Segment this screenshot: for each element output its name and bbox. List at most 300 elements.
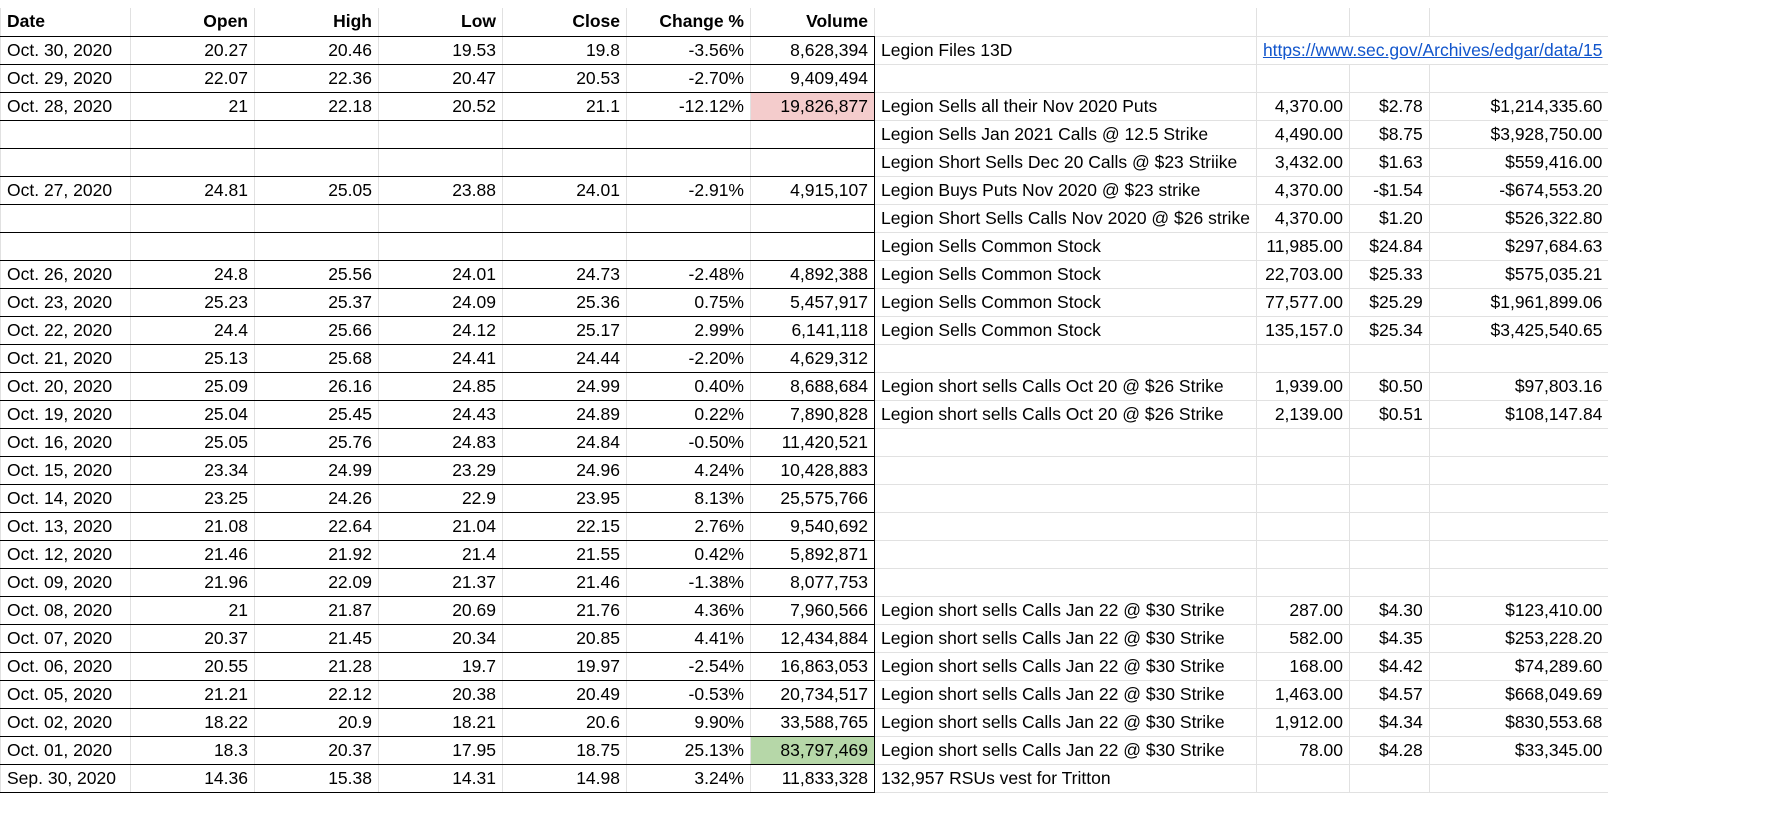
cell-volume[interactable]: 5,457,917 bbox=[751, 288, 875, 316]
cell-high[interactable]: 25.05 bbox=[255, 176, 379, 204]
cell-date[interactable] bbox=[1, 204, 131, 232]
cell-open[interactable]: 23.34 bbox=[131, 456, 255, 484]
cell-high[interactable]: 25.37 bbox=[255, 288, 379, 316]
cell-date[interactable]: Oct. 28, 2020 bbox=[1, 92, 131, 120]
cell-change[interactable]: -2.70% bbox=[627, 64, 751, 92]
cell-total[interactable] bbox=[1429, 512, 1608, 540]
cell-close[interactable]: 20.85 bbox=[503, 624, 627, 652]
cell-price[interactable]: $25.34 bbox=[1349, 316, 1429, 344]
cell-close[interactable]: 20.53 bbox=[503, 64, 627, 92]
cell-high[interactable]: 22.64 bbox=[255, 512, 379, 540]
cell-close[interactable]: 22.15 bbox=[503, 512, 627, 540]
cell-note[interactable]: Legion Files 13D bbox=[875, 36, 1257, 64]
cell-qty[interactable]: 135,157.0 bbox=[1256, 316, 1349, 344]
cell-total[interactable]: $108,147.84 bbox=[1429, 400, 1608, 428]
cell-volume[interactable]: 8,688,684 bbox=[751, 372, 875, 400]
cell-close[interactable]: 14.98 bbox=[503, 764, 627, 792]
cell-price[interactable]: $4.42 bbox=[1349, 652, 1429, 680]
cell-date[interactable]: Sep. 30, 2020 bbox=[1, 764, 131, 792]
cell-low[interactable]: 20.34 bbox=[379, 624, 503, 652]
cell-total[interactable]: $33,345.00 bbox=[1429, 736, 1608, 764]
cell-total[interactable] bbox=[1429, 568, 1608, 596]
cell-qty[interactable]: 4,370.00 bbox=[1256, 176, 1349, 204]
cell-price[interactable] bbox=[1349, 344, 1429, 372]
cell-date[interactable]: Oct. 20, 2020 bbox=[1, 372, 131, 400]
cell-qty[interactable]: 4,370.00 bbox=[1256, 92, 1349, 120]
cell-volume[interactable] bbox=[751, 204, 875, 232]
cell-date[interactable]: Oct. 14, 2020 bbox=[1, 484, 131, 512]
cell-close[interactable]: 24.01 bbox=[503, 176, 627, 204]
cell-date[interactable]: Oct. 13, 2020 bbox=[1, 512, 131, 540]
cell-link[interactable] bbox=[1256, 36, 1608, 64]
cell-total[interactable]: $575,035.21 bbox=[1429, 260, 1608, 288]
cell-change[interactable]: -2.48% bbox=[627, 260, 751, 288]
cell-low[interactable]: 24.85 bbox=[379, 372, 503, 400]
cell-qty[interactable]: 1,912.00 bbox=[1256, 708, 1349, 736]
cell-close[interactable]: 19.8 bbox=[503, 36, 627, 64]
cell-total[interactable] bbox=[1429, 456, 1608, 484]
cell-qty[interactable]: 3,432.00 bbox=[1256, 148, 1349, 176]
cell-close[interactable]: 24.44 bbox=[503, 344, 627, 372]
cell-price[interactable]: $4.34 bbox=[1349, 708, 1429, 736]
cell-price[interactable]: $1.20 bbox=[1349, 204, 1429, 232]
cell-date[interactable]: Oct. 02, 2020 bbox=[1, 708, 131, 736]
cell-change[interactable]: 0.40% bbox=[627, 372, 751, 400]
cell-total[interactable]: $559,416.00 bbox=[1429, 148, 1608, 176]
cell-volume[interactable]: 4,629,312 bbox=[751, 344, 875, 372]
cell-price[interactable]: $25.29 bbox=[1349, 288, 1429, 316]
cell-change[interactable]: -0.50% bbox=[627, 428, 751, 456]
cell-total[interactable]: $1,961,899.06 bbox=[1429, 288, 1608, 316]
cell-date[interactable]: Oct. 30, 2020 bbox=[1, 36, 131, 64]
cell-total[interactable] bbox=[1429, 428, 1608, 456]
cell-qty[interactable]: 22,703.00 bbox=[1256, 260, 1349, 288]
cell-note[interactable] bbox=[875, 456, 1257, 484]
cell-change[interactable] bbox=[627, 204, 751, 232]
cell-change[interactable]: -1.38% bbox=[627, 568, 751, 596]
cell-note[interactable]: Legion Short Sells Calls Nov 2020 @ $26 strike bbox=[875, 204, 1257, 232]
cell-change[interactable]: 4.41% bbox=[627, 624, 751, 652]
cell-volume[interactable] bbox=[751, 120, 875, 148]
cell-date[interactable] bbox=[1, 120, 131, 148]
cell-change[interactable] bbox=[627, 232, 751, 260]
cell-low[interactable]: 23.29 bbox=[379, 456, 503, 484]
col-header-change[interactable]: Change % bbox=[627, 8, 751, 36]
cell-high[interactable]: 25.45 bbox=[255, 400, 379, 428]
cell-close[interactable]: 21.1 bbox=[503, 92, 627, 120]
cell-volume[interactable]: 10,428,883 bbox=[751, 456, 875, 484]
cell-qty[interactable]: 11,985.00 bbox=[1256, 232, 1349, 260]
cell-open[interactable]: 24.4 bbox=[131, 316, 255, 344]
cell-open[interactable]: 21.08 bbox=[131, 512, 255, 540]
cell-total[interactable]: $253,228.20 bbox=[1429, 624, 1608, 652]
cell-volume[interactable]: 6,141,118 bbox=[751, 316, 875, 344]
cell-date[interactable]: Oct. 06, 2020 bbox=[1, 652, 131, 680]
cell-price[interactable]: $4.28 bbox=[1349, 736, 1429, 764]
col-header-empty[interactable] bbox=[1429, 8, 1608, 36]
cell-total[interactable] bbox=[1429, 64, 1608, 92]
cell-change[interactable]: -2.54% bbox=[627, 652, 751, 680]
cell-change[interactable]: 0.22% bbox=[627, 400, 751, 428]
cell-note[interactable]: Legion Sells Common Stock bbox=[875, 260, 1257, 288]
cell-change[interactable] bbox=[627, 148, 751, 176]
cell-note[interactable]: Legion short sells Calls Jan 22 @ $30 Strike bbox=[875, 680, 1257, 708]
cell-low[interactable]: 24.01 bbox=[379, 260, 503, 288]
cell-high[interactable]: 25.66 bbox=[255, 316, 379, 344]
cell-close[interactable] bbox=[503, 148, 627, 176]
cell-note[interactable]: Legion short sells Calls Jan 22 @ $30 Strike bbox=[875, 652, 1257, 680]
cell-change[interactable]: -0.53% bbox=[627, 680, 751, 708]
cell-price[interactable] bbox=[1349, 456, 1429, 484]
cell-total[interactable]: $668,049.69 bbox=[1429, 680, 1608, 708]
cell-change[interactable]: 9.90% bbox=[627, 708, 751, 736]
cell-note[interactable] bbox=[875, 512, 1257, 540]
cell-qty[interactable]: 582.00 bbox=[1256, 624, 1349, 652]
cell-high[interactable]: 22.36 bbox=[255, 64, 379, 92]
cell-date[interactable]: Oct. 19, 2020 bbox=[1, 400, 131, 428]
cell-volume[interactable] bbox=[751, 148, 875, 176]
cell-price[interactable] bbox=[1349, 568, 1429, 596]
cell-close[interactable]: 23.95 bbox=[503, 484, 627, 512]
cell-high[interactable]: 21.92 bbox=[255, 540, 379, 568]
cell-price[interactable]: $8.75 bbox=[1349, 120, 1429, 148]
cell-date[interactable] bbox=[1, 232, 131, 260]
cell-price[interactable]: $25.33 bbox=[1349, 260, 1429, 288]
cell-date[interactable]: Oct. 01, 2020 bbox=[1, 736, 131, 764]
cell-date[interactable] bbox=[1, 148, 131, 176]
cell-high[interactable]: 20.37 bbox=[255, 736, 379, 764]
cell-qty[interactable] bbox=[1256, 568, 1349, 596]
cell-qty[interactable] bbox=[1256, 540, 1349, 568]
cell-qty[interactable] bbox=[1256, 484, 1349, 512]
cell-volume[interactable]: 11,420,521 bbox=[751, 428, 875, 456]
cell-low[interactable]: 24.12 bbox=[379, 316, 503, 344]
cell-date[interactable]: Oct. 09, 2020 bbox=[1, 568, 131, 596]
cell-open[interactable]: 25.09 bbox=[131, 372, 255, 400]
cell-change[interactable]: 0.42% bbox=[627, 540, 751, 568]
cell-close[interactable]: 24.84 bbox=[503, 428, 627, 456]
cell-close[interactable]: 19.97 bbox=[503, 652, 627, 680]
cell-price[interactable]: $0.50 bbox=[1349, 372, 1429, 400]
cell-change[interactable]: 4.24% bbox=[627, 456, 751, 484]
cell-change[interactable]: -3.56% bbox=[627, 36, 751, 64]
cell-price[interactable]: $4.30 bbox=[1349, 596, 1429, 624]
cell-note[interactable]: Legion Buys Puts Nov 2020 @ $23 strike bbox=[875, 176, 1257, 204]
cell-open[interactable]: 21 bbox=[131, 596, 255, 624]
cell-price[interactable]: $1.63 bbox=[1349, 148, 1429, 176]
cell-high[interactable]: 22.18 bbox=[255, 92, 379, 120]
cell-high[interactable]: 15.38 bbox=[255, 764, 379, 792]
cell-low[interactable]: 20.52 bbox=[379, 92, 503, 120]
cell-high[interactable]: 26.16 bbox=[255, 372, 379, 400]
cell-note[interactable]: Legion Sells Common Stock bbox=[875, 232, 1257, 260]
cell-total[interactable]: $123,410.00 bbox=[1429, 596, 1608, 624]
cell-low[interactable] bbox=[379, 148, 503, 176]
cell-date[interactable]: Oct. 12, 2020 bbox=[1, 540, 131, 568]
cell-volume[interactable]: 11,833,328 bbox=[751, 764, 875, 792]
cell-low[interactable]: 20.47 bbox=[379, 64, 503, 92]
cell-note[interactable]: Legion short sells Calls Jan 22 @ $30 Strike bbox=[875, 596, 1257, 624]
cell-open[interactable]: 21.21 bbox=[131, 680, 255, 708]
cell-close[interactable] bbox=[503, 204, 627, 232]
cell-volume[interactable]: 4,892,388 bbox=[751, 260, 875, 288]
col-header-empty[interactable] bbox=[875, 8, 1257, 36]
cell-price[interactable] bbox=[1349, 764, 1429, 792]
cell-note[interactable]: Legion short sells Calls Jan 22 @ $30 Strike bbox=[875, 624, 1257, 652]
cell-open[interactable]: 24.81 bbox=[131, 176, 255, 204]
cell-volume[interactable]: 33,588,765 bbox=[751, 708, 875, 736]
cell-price[interactable] bbox=[1349, 428, 1429, 456]
cell-price[interactable] bbox=[1349, 64, 1429, 92]
cell-open[interactable]: 20.55 bbox=[131, 652, 255, 680]
cell-total[interactable]: $1,214,335.60 bbox=[1429, 92, 1608, 120]
cell-close[interactable]: 24.99 bbox=[503, 372, 627, 400]
cell-change[interactable]: 0.75% bbox=[627, 288, 751, 316]
cell-qty[interactable]: 77,577.00 bbox=[1256, 288, 1349, 316]
cell-open[interactable]: 21.46 bbox=[131, 540, 255, 568]
cell-note[interactable]: Legion short sells Calls Jan 22 @ $30 Strike bbox=[875, 736, 1257, 764]
cell-qty[interactable] bbox=[1256, 428, 1349, 456]
cell-low[interactable]: 18.21 bbox=[379, 708, 503, 736]
cell-close[interactable]: 24.89 bbox=[503, 400, 627, 428]
cell-date[interactable]: Oct. 16, 2020 bbox=[1, 428, 131, 456]
cell-close[interactable]: 21.76 bbox=[503, 596, 627, 624]
cell-high[interactable]: 25.76 bbox=[255, 428, 379, 456]
cell-price[interactable] bbox=[1349, 540, 1429, 568]
cell-change[interactable] bbox=[627, 120, 751, 148]
cell-close[interactable] bbox=[503, 232, 627, 260]
cell-open[interactable]: 20.37 bbox=[131, 624, 255, 652]
cell-qty[interactable]: 168.00 bbox=[1256, 652, 1349, 680]
cell-volume[interactable]: 16,863,053 bbox=[751, 652, 875, 680]
cell-change[interactable]: -12.12% bbox=[627, 92, 751, 120]
cell-volume[interactable]: 8,628,394 bbox=[751, 36, 875, 64]
cell-note[interactable] bbox=[875, 428, 1257, 456]
cell-total[interactable] bbox=[1429, 540, 1608, 568]
cell-close[interactable]: 20.49 bbox=[503, 680, 627, 708]
cell-open[interactable] bbox=[131, 204, 255, 232]
cell-open[interactable]: 21.96 bbox=[131, 568, 255, 596]
cell-note[interactable] bbox=[875, 484, 1257, 512]
cell-volume[interactable]: 19,826,877 bbox=[751, 92, 875, 120]
cell-open[interactable]: 21 bbox=[131, 92, 255, 120]
col-header-open[interactable]: Open bbox=[131, 8, 255, 36]
cell-note[interactable]: Legion short sells Calls Oct 20 @ $26 Strike bbox=[875, 400, 1257, 428]
cell-qty[interactable]: 4,490.00 bbox=[1256, 120, 1349, 148]
cell-change[interactable]: 25.13% bbox=[627, 736, 751, 764]
cell-volume[interactable]: 20,734,517 bbox=[751, 680, 875, 708]
cell-open[interactable]: 25.13 bbox=[131, 344, 255, 372]
cell-open[interactable]: 20.27 bbox=[131, 36, 255, 64]
cell-open[interactable]: 14.36 bbox=[131, 764, 255, 792]
cell-total[interactable] bbox=[1429, 484, 1608, 512]
cell-note[interactable]: Legion Sells Common Stock bbox=[875, 288, 1257, 316]
cell-low[interactable]: 19.7 bbox=[379, 652, 503, 680]
cell-total[interactable]: $3,928,750.00 bbox=[1429, 120, 1608, 148]
cell-date[interactable]: Oct. 07, 2020 bbox=[1, 624, 131, 652]
cell-low[interactable] bbox=[379, 232, 503, 260]
cell-total[interactable] bbox=[1429, 764, 1608, 792]
col-header-low[interactable]: Low bbox=[379, 8, 503, 36]
cell-low[interactable]: 24.09 bbox=[379, 288, 503, 316]
cell-note[interactable] bbox=[875, 64, 1257, 92]
cell-low[interactable]: 20.38 bbox=[379, 680, 503, 708]
cell-low[interactable]: 23.88 bbox=[379, 176, 503, 204]
cell-qty[interactable] bbox=[1256, 456, 1349, 484]
cell-total[interactable]: $74,289.60 bbox=[1429, 652, 1608, 680]
cell-total[interactable]: $3,425,540.65 bbox=[1429, 316, 1608, 344]
cell-total[interactable]: $526,322.80 bbox=[1429, 204, 1608, 232]
cell-volume[interactable]: 9,409,494 bbox=[751, 64, 875, 92]
cell-price[interactable]: $4.57 bbox=[1349, 680, 1429, 708]
cell-close[interactable]: 24.73 bbox=[503, 260, 627, 288]
cell-note[interactable]: Legion Sells all their Nov 2020 Puts bbox=[875, 92, 1257, 120]
cell-volume[interactable]: 8,077,753 bbox=[751, 568, 875, 596]
cell-date[interactable]: Oct. 23, 2020 bbox=[1, 288, 131, 316]
cell-high[interactable] bbox=[255, 148, 379, 176]
cell-low[interactable]: 24.41 bbox=[379, 344, 503, 372]
cell-low[interactable]: 20.69 bbox=[379, 596, 503, 624]
cell-date[interactable]: Oct. 29, 2020 bbox=[1, 64, 131, 92]
cell-change[interactable]: 8.13% bbox=[627, 484, 751, 512]
cell-open[interactable]: 25.04 bbox=[131, 400, 255, 428]
cell-low[interactable]: 17.95 bbox=[379, 736, 503, 764]
cell-price[interactable]: $0.51 bbox=[1349, 400, 1429, 428]
cell-high[interactable]: 21.87 bbox=[255, 596, 379, 624]
cell-qty[interactable] bbox=[1256, 764, 1349, 792]
cell-note[interactable] bbox=[875, 568, 1257, 596]
cell-volume[interactable]: 83,797,469 bbox=[751, 736, 875, 764]
cell-high[interactable] bbox=[255, 232, 379, 260]
cell-high[interactable]: 24.99 bbox=[255, 456, 379, 484]
cell-high[interactable]: 22.09 bbox=[255, 568, 379, 596]
cell-open[interactable] bbox=[131, 232, 255, 260]
cell-volume[interactable]: 4,915,107 bbox=[751, 176, 875, 204]
cell-change[interactable]: 2.99% bbox=[627, 316, 751, 344]
cell-qty[interactable] bbox=[1256, 512, 1349, 540]
col-header-volume[interactable]: Volume bbox=[751, 8, 875, 36]
cell-date[interactable]: Oct. 26, 2020 bbox=[1, 260, 131, 288]
cell-qty[interactable]: 78.00 bbox=[1256, 736, 1349, 764]
cell-date[interactable]: Oct. 22, 2020 bbox=[1, 316, 131, 344]
cell-volume[interactable]: 12,434,884 bbox=[751, 624, 875, 652]
cell-high[interactable]: 21.28 bbox=[255, 652, 379, 680]
cell-high[interactable]: 25.56 bbox=[255, 260, 379, 288]
cell-change[interactable]: 4.36% bbox=[627, 596, 751, 624]
cell-note[interactable]: Legion Sells Common Stock bbox=[875, 316, 1257, 344]
cell-total[interactable]: $830,553.68 bbox=[1429, 708, 1608, 736]
cell-note[interactable] bbox=[875, 540, 1257, 568]
cell-qty[interactable] bbox=[1256, 64, 1349, 92]
cell-qty[interactable]: 2,139.00 bbox=[1256, 400, 1349, 428]
cell-qty[interactable]: 4,370.00 bbox=[1256, 204, 1349, 232]
cell-open[interactable]: 18.22 bbox=[131, 708, 255, 736]
cell-qty[interactable] bbox=[1256, 344, 1349, 372]
cell-change[interactable]: -2.91% bbox=[627, 176, 751, 204]
cell-low[interactable]: 21.04 bbox=[379, 512, 503, 540]
cell-open[interactable]: 25.23 bbox=[131, 288, 255, 316]
cell-open[interactable]: 25.05 bbox=[131, 428, 255, 456]
cell-note[interactable] bbox=[875, 344, 1257, 372]
col-header-high[interactable]: High bbox=[255, 8, 379, 36]
cell-close[interactable]: 24.96 bbox=[503, 456, 627, 484]
cell-date[interactable]: Oct. 05, 2020 bbox=[1, 680, 131, 708]
cell-open[interactable]: 22.07 bbox=[131, 64, 255, 92]
cell-price[interactable]: -$1.54 bbox=[1349, 176, 1429, 204]
cell-volume[interactable] bbox=[751, 232, 875, 260]
cell-high[interactable]: 20.46 bbox=[255, 36, 379, 64]
cell-close[interactable]: 25.36 bbox=[503, 288, 627, 316]
cell-price[interactable] bbox=[1349, 484, 1429, 512]
cell-low[interactable]: 21.37 bbox=[379, 568, 503, 596]
cell-volume[interactable]: 25,575,766 bbox=[751, 484, 875, 512]
cell-low[interactable]: 21.4 bbox=[379, 540, 503, 568]
cell-close[interactable]: 18.75 bbox=[503, 736, 627, 764]
cell-volume[interactable]: 5,892,871 bbox=[751, 540, 875, 568]
cell-total[interactable] bbox=[1429, 344, 1608, 372]
cell-open[interactable]: 18.3 bbox=[131, 736, 255, 764]
cell-date[interactable]: Oct. 27, 2020 bbox=[1, 176, 131, 204]
cell-close[interactable] bbox=[503, 120, 627, 148]
cell-high[interactable]: 25.68 bbox=[255, 344, 379, 372]
cell-qty[interactable]: 287.00 bbox=[1256, 596, 1349, 624]
col-header-close[interactable]: Close bbox=[503, 8, 627, 36]
cell-date[interactable]: Oct. 21, 2020 bbox=[1, 344, 131, 372]
cell-note[interactable]: Legion Sells Jan 2021 Calls @ 12.5 Strike bbox=[875, 120, 1257, 148]
cell-low[interactable]: 22.9 bbox=[379, 484, 503, 512]
cell-low[interactable] bbox=[379, 204, 503, 232]
cell-qty[interactable]: 1,463.00 bbox=[1256, 680, 1349, 708]
cell-price[interactable]: $24.84 bbox=[1349, 232, 1429, 260]
cell-total[interactable]: $297,684.63 bbox=[1429, 232, 1608, 260]
cell-high[interactable]: 24.26 bbox=[255, 484, 379, 512]
cell-low[interactable] bbox=[379, 120, 503, 148]
cell-high[interactable] bbox=[255, 204, 379, 232]
sec-filing-link[interactable]: https://www.sec.gov/Archives/edgar/data/15 bbox=[1262, 39, 1603, 60]
cell-volume[interactable]: 7,960,566 bbox=[751, 596, 875, 624]
col-header-date[interactable]: Date bbox=[1, 8, 131, 36]
cell-low[interactable]: 24.83 bbox=[379, 428, 503, 456]
cell-low[interactable]: 14.31 bbox=[379, 764, 503, 792]
cell-close[interactable]: 25.17 bbox=[503, 316, 627, 344]
cell-open[interactable] bbox=[131, 148, 255, 176]
cell-change[interactable]: 3.24% bbox=[627, 764, 751, 792]
cell-high[interactable]: 22.12 bbox=[255, 680, 379, 708]
cell-note[interactable]: Legion short sells Calls Oct 20 @ $26 Strike bbox=[875, 372, 1257, 400]
cell-date[interactable]: Oct. 08, 2020 bbox=[1, 596, 131, 624]
cell-volume[interactable]: 7,890,828 bbox=[751, 400, 875, 428]
cell-change[interactable]: -2.20% bbox=[627, 344, 751, 372]
cell-close[interactable]: 21.46 bbox=[503, 568, 627, 596]
cell-note[interactable]: Legion short sells Calls Jan 22 @ $30 Strike bbox=[875, 708, 1257, 736]
cell-high[interactable]: 21.45 bbox=[255, 624, 379, 652]
cell-open[interactable]: 24.8 bbox=[131, 260, 255, 288]
cell-note[interactable]: 132,957 RSUs vest for Tritton bbox=[875, 764, 1257, 792]
col-header-empty[interactable] bbox=[1349, 8, 1429, 36]
cell-high[interactable] bbox=[255, 120, 379, 148]
cell-total[interactable]: $97,803.16 bbox=[1429, 372, 1608, 400]
cell-volume[interactable]: 9,540,692 bbox=[751, 512, 875, 540]
cell-price[interactable] bbox=[1349, 512, 1429, 540]
cell-date[interactable]: Oct. 15, 2020 bbox=[1, 456, 131, 484]
cell-change[interactable]: 2.76% bbox=[627, 512, 751, 540]
cell-price[interactable]: $4.35 bbox=[1349, 624, 1429, 652]
cell-qty[interactable]: 1,939.00 bbox=[1256, 372, 1349, 400]
cell-close[interactable]: 20.6 bbox=[503, 708, 627, 736]
cell-open[interactable]: 23.25 bbox=[131, 484, 255, 512]
cell-high[interactable]: 20.9 bbox=[255, 708, 379, 736]
cell-low[interactable]: 24.43 bbox=[379, 400, 503, 428]
